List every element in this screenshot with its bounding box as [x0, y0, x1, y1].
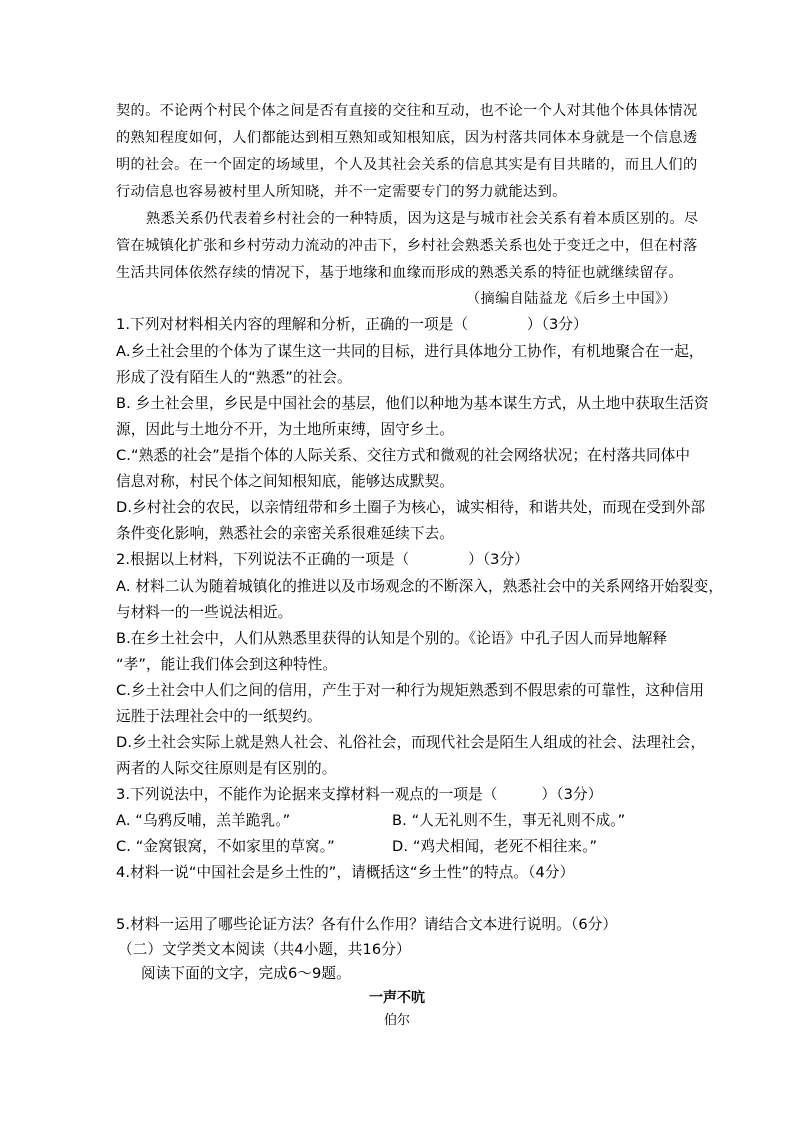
question-2-option-c-cont: 远胜于法理社会中的一纸契约。: [116, 708, 322, 725]
passage-line: 行动信息也容易被村里人所知晓，并不一定需要专门的努力就能达到。: [116, 184, 567, 200]
question-1-option-a: A.乡土社会里的个体为了谋生这一共同的目标，进行具体地分工协作，有机地聚合在一起，: [116, 343, 704, 360]
question-1-option-d-cont: 条件变化影响，熟悉社会的亲密关系很难延续下去。: [116, 525, 454, 542]
question-2-option-a-cont: 与材料一的一些说法相近。: [116, 604, 293, 621]
question-1-option-d: D.乡村社会的农民，以亲情纽带和乡土圈子为核心，诚实相待，和谐共处，而现在受到外部: [116, 499, 706, 516]
section-instruction: 阅读下面的文字，完成6～9题。: [141, 965, 351, 982]
question-3-option-b: B. “人无礼则不生，事无礼则不成。”: [392, 812, 626, 829]
question-5: 5.材料一运用了哪些论证方法？各有什么作用？请结合文本进行说明。（6分）: [116, 916, 618, 933]
passage-line: 管在城镇化扩张和乡村劳动力流动的冲击下，乡村社会熟悉关系也处于变迁之中，但在村落: [116, 238, 698, 254]
question-1-option-c: C.“熟悉的社会”是指个体的人际关系、交往方式和微观的社会网络状况；在村落共同体中: [116, 447, 691, 464]
question-4: 4.材料一说“中国社会是乡土性的”，请概括这“乡土性”的特点。（4分）: [116, 864, 575, 881]
question-2-option-c: C.乡土社会中人们之间的信用，产生于对一种行为规矩熟悉到不假思索的可靠性，这种信用: [116, 682, 705, 699]
question-2-option-b-cont: “孝”，能让我们体会到这种特性。: [116, 656, 338, 673]
question-3-option-a: A. “乌鸦反哺，羔羊跪乳。”: [116, 812, 291, 829]
passage-line: 生活共同体依然存续的情况下，基于地缘和血缘而形成的熟悉关系的特征也就继续留存。: [116, 265, 683, 281]
question-2-option-b: B.在乡土社会中，人们从熟悉里获得的认知是个别的。《论语》中孔子因人而异地解释: [116, 630, 668, 647]
question-2-option-d: D.乡土社会实际上就是熟人社会、礼俗社会，而现代社会是陌生人组成的社会、法理社会，: [116, 734, 706, 751]
question-1-option-c-cont: 信息对称，村民个体之间知根知底，能够达成默契。: [116, 473, 454, 490]
section-heading: （二）文学类文本阅读（共4小题，共16分）: [118, 941, 411, 958]
passage-line: 明的社会。在一个固定的场域里，个人及其社会关系的信息其实是有目共睹的，而且人们的: [116, 157, 698, 173]
question-1-option-b-cont: 源，因此与土地分不开，为土地所束缚，固守乡土。: [116, 421, 454, 438]
passage-line: 熟悉关系仍代表着乡村社会的一种特质，因为这是与城市社会关系有着本质区别的。尽: [146, 211, 699, 227]
question-2-option-d-cont: 两者的人际交往原则是有区别的。: [116, 760, 337, 777]
passage-line: 契的。不论两个村民个体之间是否有直接的交往和互动，也不论一个人对其他个体具体情况: [116, 103, 698, 119]
story-title: 一声不吭: [369, 990, 425, 1006]
question-1-stem: 1.下列对材料相关内容的理解和分析，正确的一项是（ ）（3分）: [116, 316, 588, 333]
question-3-option-d: D. “鸡犬相闻，老死不相往来。”: [392, 838, 598, 855]
question-2-option-a: A. 材料二认为随着城镇化的推进以及市场观念的不断深入，熟悉社会中的关系网络开始裂变，: [116, 578, 724, 595]
story-author: 伯尔: [383, 1013, 410, 1028]
question-3-option-c: C. “金窝银窝，不如家里的草窝。”: [116, 838, 335, 855]
question-1-option-a-cont: 形成了没有陌生人的“熟悉”的社会。: [116, 369, 352, 386]
passage-line: 的熟知程度如何，人们都能达到相互熟知或知根知底，因为村落共同体本身就是一个信息透: [116, 130, 698, 146]
question-2-stem: 2.根据以上材料，下列说法不正确的一项是（ ）（3分）: [116, 551, 529, 568]
passage-source: （摘编自陆益龙《后乡土中国》）: [466, 291, 677, 307]
question-1-option-b: B. 乡土社会里，乡民是中国社会的基层，他们以种地为基本谋生方式，从土地中获取生活资: [116, 395, 709, 412]
question-3-stem: 3.下列说法中，不能作为论据来支撑材料一观点的一项是（ ）（3分）: [116, 786, 603, 803]
